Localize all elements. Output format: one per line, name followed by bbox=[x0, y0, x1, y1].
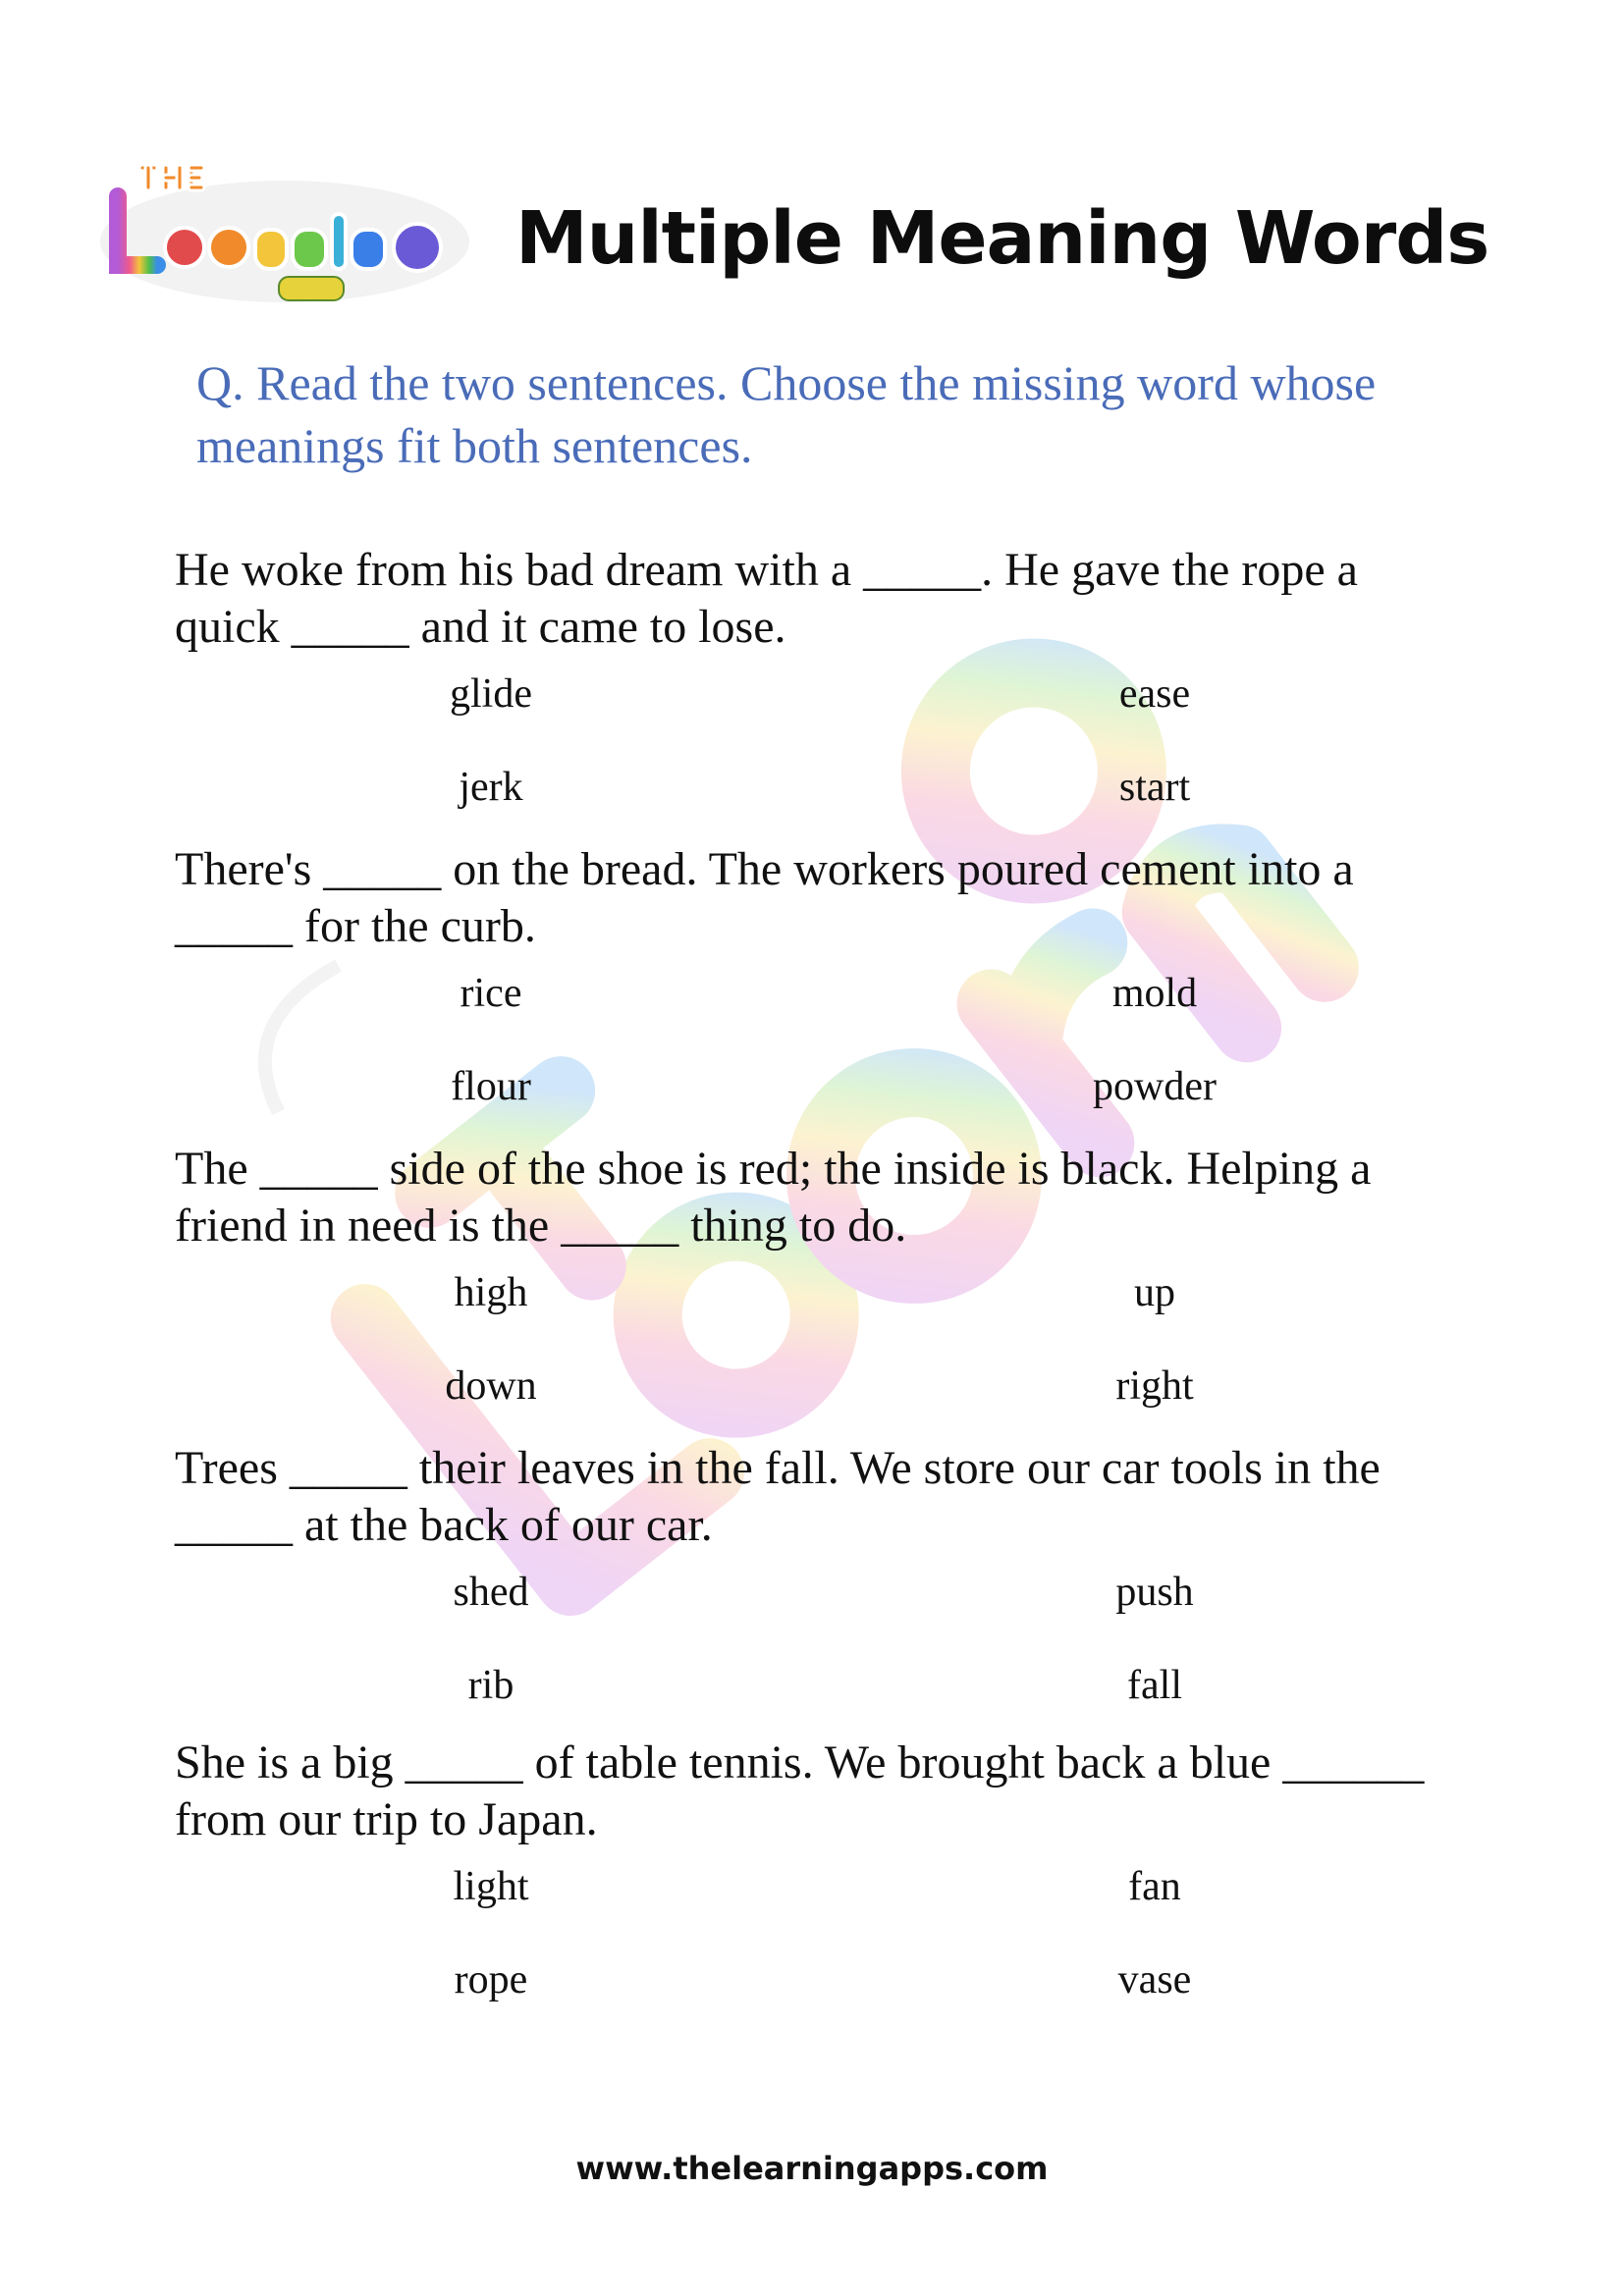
question-4 bbox=[175, 1440, 1471, 1754]
option-flour[interactable]: flour bbox=[451, 1064, 531, 1109]
option-shed[interactable]: shed bbox=[453, 1570, 529, 1615]
learning-apps-logo-icon bbox=[98, 157, 481, 314]
question-sentence: Trees _____ their leaves in the fall. We store our car tools in the _____ at the back of our car. bbox=[175, 1442, 1380, 1551]
option-up[interactable]: up bbox=[1134, 1270, 1175, 1315]
option-jerk[interactable]: jerk bbox=[459, 765, 523, 810]
option-powder[interactable]: powder bbox=[1093, 1064, 1217, 1109]
answer-options bbox=[175, 969, 1471, 1155]
option-right[interactable]: right bbox=[1115, 1363, 1194, 1409]
option-push[interactable]: push bbox=[1115, 1570, 1194, 1615]
question-sentence: He woke from his bad dream with a _____. He gave the rope a quick _____ and it came to lose. bbox=[175, 544, 1358, 653]
answer-options bbox=[175, 1268, 1471, 1455]
question-3 bbox=[175, 1141, 1471, 1455]
option-start[interactable]: start bbox=[1118, 765, 1191, 810]
question-sentence: There's _____ on the bread. The workers poured cement into a _____ for the curb. bbox=[175, 843, 1354, 952]
option-light[interactable]: light bbox=[453, 1864, 529, 1909]
option-ease[interactable]: ease bbox=[1118, 671, 1191, 717]
option-glide[interactable]: glide bbox=[450, 671, 532, 717]
option-rope[interactable]: rope bbox=[454, 1957, 528, 2002]
option-down[interactable]: down bbox=[445, 1363, 537, 1409]
answer-options bbox=[175, 669, 1471, 856]
footer-url[interactable]: www.thelearningapps.com bbox=[575, 2150, 1049, 2187]
option-fall[interactable]: fall bbox=[1127, 1663, 1182, 1708]
answer-options bbox=[175, 1568, 1471, 1754]
option-rib[interactable]: rib bbox=[467, 1663, 514, 1708]
instruction-text: Q. Read the two sentences. Choose the missing word whose meanings fit both sentences. bbox=[196, 355, 1377, 473]
question-sentence: The _____ side of the shoe is red; the inside is black. Helping a friend in need is the _____ thing to do. bbox=[175, 1143, 1372, 1252]
question-2 bbox=[175, 841, 1471, 1155]
page-title: Multiple Meaning Words bbox=[515, 196, 1489, 281]
option-rice[interactable]: rice bbox=[460, 971, 522, 1016]
question-sentence: She is a big _____ of table tennis. We brought back a blue ______ from our trip to Japan. bbox=[175, 1736, 1425, 1845]
answer-options bbox=[175, 1862, 1471, 2049]
option-fan[interactable]: fan bbox=[1128, 1864, 1181, 1909]
brand-logo bbox=[98, 157, 481, 314]
option-high[interactable]: high bbox=[454, 1270, 528, 1315]
question-1 bbox=[175, 542, 1471, 856]
option-mold[interactable]: mold bbox=[1111, 971, 1198, 1016]
option-vase[interactable]: vase bbox=[1117, 1957, 1192, 2002]
question-5 bbox=[175, 1735, 1471, 2049]
